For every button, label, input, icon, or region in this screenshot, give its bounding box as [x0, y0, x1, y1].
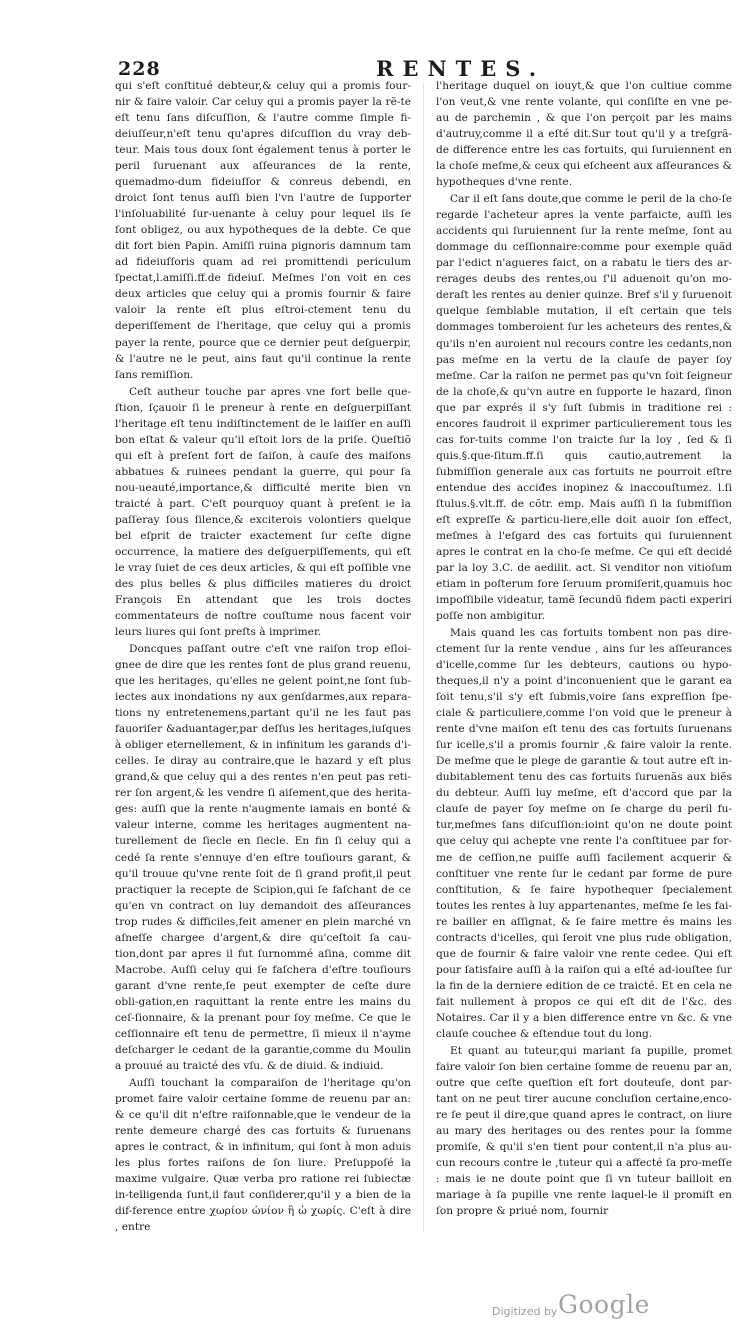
paragraph: Car il eſt ſans doute,que comme le peril de la cho-ſe regarde l'acheteur apres la vente parfaicte, auſſi les accidents qui ſuruiennent ſur la rente meſme, ſont au dommage du ceſſionnaire:comme pour exemple quãd par l'edict n'agueres faict, on a rabatu le tiers des ar-rerages deubs des rentes,ou ſ'il aduenoit qu'on mo-deraſt les rentes au denier quinze. Bref s'il y ſuruenoit quelque ſemblable mutation, il eſt certain que tels dommages tomberoient ſur les acheteurs des rentes,& qu'ils n'en auroient nul recours contre les cedants,non pas meſme en la vertu de la clauſe de payer ſoy meſme. Car la raiſon ne permet pas qu'vn ſoit ſeigneur de la choſe,& qu'vn autre en ſupporte le hazard, ſinon que par exprés il s'y ſuſt ſubmis in traditione rei : encores faudroit il exprimer particulierement tous les cas for-tuits comme l'on traicte ſur la loy , ſed & ſi quis.§.que-ſitum.ff.ſi quis cautio,autrement la ſubmiſſion generale aux cas fortuits ne pourroit eſtre entendue des acciđes inopinez & inaccouſtumez. l.ſi ſtulus.§.vlt.ff. de cõtr. emp. Mais auſſi ſi la ſubmiſſion eſt expreſſe & particu-liere,elle doit auoir ſon effect, meſmes à l'eſgard des cas fortuits qui ſuruiennent apres le contrat en la cho-ſe meſme. Ce qui eſt decidé par la loy 3.C. de aedilit. act. Si venditor non vitioſum etiam in poſterum fore ſeruum promiſerit,quamuis hoc impoſſibile videatur, tamẽ ſecundũ fidem pacti experiri poſſe non ambigitur.	[436, 193, 732, 623]
column-gutter	[423, 82, 424, 1232]
google-logo: Google	[558, 1290, 650, 1319]
left-column	[115, 78, 411, 1235]
paragraph: Mais quand les cas fortuits tombent non pas dire-ctement ſur la rente vendue , ains ſur les aſſeurances d'icelle,comme ſur les debteurs, cautions ou hypo-theques,il n'y a point d'inconuenient que le garant ea ſoit tenu,s'il s'y eſt ſubmis,voire ſans expreſſion ſpe-ciale & particuliere,comme l'on void que le preneur à rente d'vne maiſon eſt tenu des cas fortuits ſuruenans ſur icelle,s'il a promis fournir ,& faire valoir la rente. De meſme que le plege de garantie & tout autre eſt in-dubitablement tenu des cas fortuits ſuruenãs aux biẽs du debteur. Auſſi luy meſme, eſt d'accord que par la clauſe de payer ſoy meſme on ſe charge du peril fu-tur,meſmes ſans diſcuſſion:ioint qu'on ne doute point que celuy qui achepte vne rente l'a conſtituee par for-me de ceſſion,ne puiſſe auſſi facilement acquerir & conſtituer vne rente ſur le cedant par forme de pure conſtitution, & ſe faire hypothequer ſpecialement toutes les rentes à luy appartenantes, meſme ſe les fai-re bailler en aſſignat, & ſe faire mettre és mains les contracts d'icelles, qui ſeroit vne plus rude obligation, que de fournir & faire valoir vne rente cedee. Qui eſt pour ſatisfaire auſſi à la raiſon qui a eſté ad-iouſtee ſur la fin de la derniere edition de ce traicté. Et en cela ne fait nullement à propos ce qui eſt dit de l'&c. des Notaires. Car il y a bien difference entre vn &c. & vne clauſe couchee & eſtendue tout du long.	[436, 627, 732, 1040]
paragraph: Ceſt autheur touche par apres vne fort belle que-ſtion, ſçauoir ſi le preneur à rente en deſguerpiſſant l'heritage eſt tenu indiſtinctement de le laiſſer en auſſi bon eſtat & valeur qu'il eſtoit lors de la priſe. Queſtiõ qui eſt à preſent fort de ſaiſon, à cauſe des maiſons abbatues & ruinees pendant la guerre, qui pour ſa nou-ueauté,importance,& difficulté merite bien vn traicté à part. C'eſt pourquoy quant à preſent ie la paſſeray ſous ſilence,& exciterois volontiers quelque bel eſprit de traicter exactement ſur ceſte digne occurrence, la matiere des deſguerpiſſements, qui eſt le vray ſuiet de ces deux articles, & qui eſt poſſible vne des plus belles & plus difficiles matieres du droict François En attendant que les trois doctes commentateurs de noſtre couſtume nous facent voir leurs liures qui ſont preſts à imprimer.	[115, 385, 411, 639]
paragraph: qui s'eſt conſtitué debteur,& celuy qui a promis four-nir & faire valoir. Car celuy qui a promis payer la rẽ-te eſt tenu ſans diſcuſſion, & l'autre comme ſimple fi-deiuſſeur,n'eſt tenu qu'apres diſcuſſion du vray deb-teur. Mais tous doux ſont également tenus à porter le peril ſuruenant aux aſſeurances de la rente, quemadmo-dum fideiuſſor & conreus debendi, en droict ſont tenus auſſi bien l'vn l'autre de ſupporter l'inſoluabilité ſur-uenante à celuy pour lequel ils ſe ſont obligez, ou aux hypotheques de la debte. Ce que dit fort bien Papin. Amiſſi ruina pignoris damnum tam ad fideiuſſoris quam ad rei promittendi periculum ſpectat,l.amiſſi.ff.de fideiuſ. Meſmes l'on voit en ces deux articles que celuy qui a promis fournir & faire valoir la rente eſt plus eſtroi-ctement tenu du deperiſſement de l'heritage, que celuy qui a promis payer la rente, pource que ce dernier peut deſguerpir, & l'autre ne le peut, ains faut qu'il continue la rente ſans remiſſion.	[115, 80, 411, 381]
paragraph: l'heritage duquel on iouyt,& que l'on cultiue comme l'on veut,& vne rente volante, qui conſiſte en vne pe-au de parchemin , & que l'on perçoit par les mains d'autruy,comme il a eſté dit.Sur tout qu'il y a treſgrã-de difference entre les cas fortuits, qui ſuruiennent en la choſe meſme,& ceux qui eſcheent aux aſſeurances & hypotheques d'vne rente.	[436, 80, 732, 189]
right-column	[436, 78, 732, 1219]
paragraph: Et quant au tuteur,qui mariant ſa pupille, promet faire valoir ſon bien certaine ſomme de reuenu par an, outre que ceſte queſtion eſt fort douteuſe, dont par-tant on ne peut tirer aucune concluſion certaine,enco-re ſe peut il dire,que quand apres le contract, on liure au mary des heritages ou des rentes pour la ſomme promiſe, & qu'il s'en tient pour content,il n'a plus au-cun recours contre le ,tuteur qui a affecté ſa pro-meſſe : mais ie ne doute point que ſi vn tuteur bailloit en mariage à ſa pupille vne rente laquel-le il promiſt en ſon propre & priué nom, fournir	[436, 1044, 732, 1218]
running-title: RENTES.	[376, 56, 546, 81]
paragraph: Auſſi touchant la comparaiſon de l'heritage qu'on promet faire valoir certaine ſomme de reuenu par an: & ce qu'il dit n'eſtre raiſonnable,que le vendeur de la rente demeure chargé des cas fortuits & ſuruenans apres le contract, & in infinitum, qui ſont à mon aduis les plus fortes raiſons de ſon liure. Preſuppoſé la maxime vulgaire. Quæ verba pro ratione rei ſubiectæ in-telligenda ſunt,il faut conſiderer,qu'il y a bien de la dif-ference entre χωρίον ὠνίον ἢ ὠ χωρίς. C'eſt à dire , entre	[115, 1076, 411, 1234]
digitized-by-label: Digitized by	[492, 1305, 558, 1318]
digitization-watermark	[492, 1288, 650, 1328]
page-number: 228	[118, 58, 161, 80]
paragraph: Doncques paſſant outre c'eſt vne raiſon trop eſloi-gnee de dire que les rentes ſont de plus grand reuenu, que les heritages, qu'elles ne gelent point,ne ſont ſub-iectes aux inondations ny aux genſdarmes,aux repara-tions ny entretenemens,partant qu'il ne les faut pas fauoriſer &aduantager,par deſſus les heritages,iuſques à obliger eternellement, & in infinitum les garands d'i-celles. Ie diray au contraire,que le hazard y eſt plus grand,& que celuy qui a des rentes n'en peut pas reti-rer ſon argent,& les vendre ſi aiſement,que des herita-ges: auſſi que la rente n'augmente iamais en bonté & valeur interne, comme les heritages augmentent na-turellement de ſiecle en ſiecle. En fin ſi celuy qui a cedé ſa rente s'ennuye d'en eſtre touſiours garant, & qu'il trouue qu'vne rente ſoit de ſi grand profit,il peut practiquer la recepte de Scipion,qui ſe faſchant de ce qu'en vn contract on luy demandoit des aſſeurances trop rudes & difficiles,feit amener en plein marché vn aſneſſe chargee d'argent,& dire qu'ceſtoit ſa cau-tion,dont par apres il fut ſurnommé aſina, comme dit Macrobe. Auſſi celuy qui ſe faſchera d'eſtre touſiours garant d'vne rente,ſe peut exempter de ceſte dure obli-gation,en raquittant la rente entre les mains du ceſ-ſionnaire, & la prenant pour ſoy meſme. Ce que le ceſſionnaire eſt tenu de permettre, ſi mieux il n'ayme deſcharger le cedant de la garantie,comme du Moulin a prouué au traicté des vſu. & de diuid. & indiuid.	[115, 643, 411, 1072]
